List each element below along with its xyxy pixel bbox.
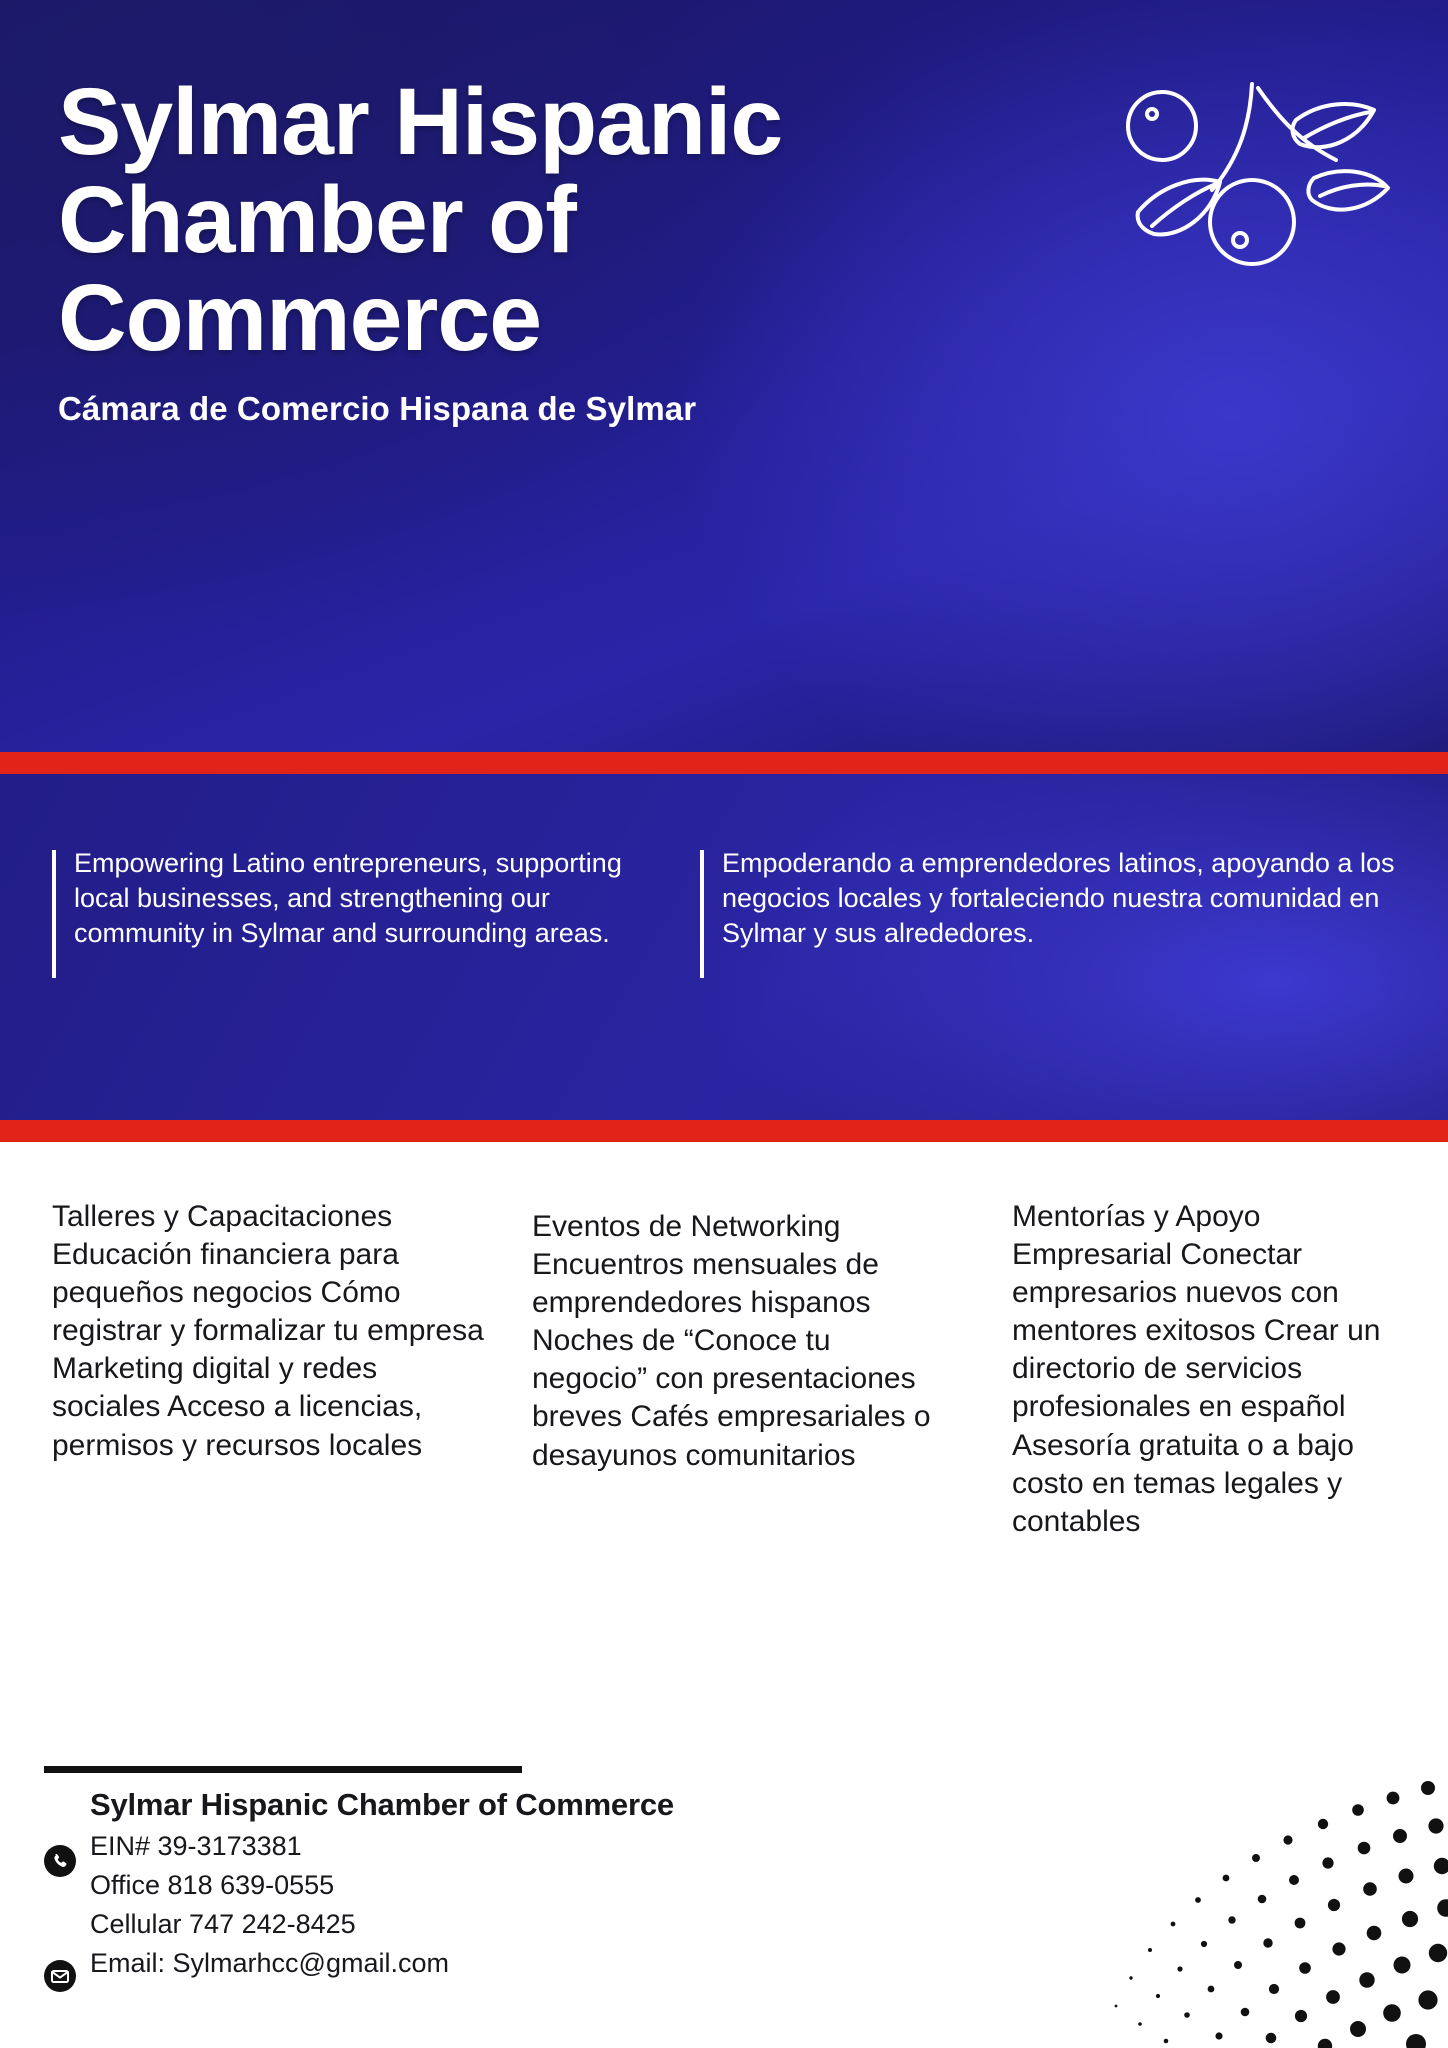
service-column-networking: Eventos de Networking Encuentros mensuales de emprendedores hispanos Noches de “Conoce tu negocio” con presentaciones breves Cafés empresariales o desayunos comunitarios — [532, 1210, 931, 1472]
mission-statement-english: Empowering Latino entrepreneurs, supporting local businesses, and strengthening our community in Sylmar and surrounding areas. — [52, 846, 684, 950]
service-column-workshops: Talleres y Capacitaciones Educación financiera para pequeños negocios Cómo registrar y formalizar tu empresa Marketing digital y redes sociales Acceso a licencias, permisos y recursos locales — [52, 1200, 484, 1462]
mission-band — [0, 774, 1448, 1120]
mission-statement-spanish: Empoderando a emprendedores latinos, apoyando a los negocios locales y fortaleciendo nuestra comunidad en Sylmar y sus alrededores. — [700, 846, 1422, 950]
divider-red-top — [0, 752, 1448, 774]
services-section — [0, 1166, 1448, 1706]
header-text-block — [58, 69, 1078, 428]
footer-email: Email: Sylmarhcc@gmail.com — [90, 1948, 449, 1979]
service-column-mentorship: Mentorías y Apoyo Empresarial Conectar empresarios nuevos con mentores exitosos Crear un directorio de servicios profesionales en español Asesoría gratuita o a bajo costo en temas legales y contables — [1012, 1200, 1381, 1538]
footer-divider — [44, 1766, 522, 1773]
page-title: Sylmar Hispanic Chamber of Commerce — [58, 69, 783, 371]
divider-red-bottom — [0, 1120, 1448, 1142]
header-banner — [0, 0, 1448, 752]
olive-branch-icon — [1100, 62, 1400, 302]
footer-contact-block — [44, 1766, 944, 1985]
footer-organization-name: Sylmar Hispanic Chamber of Commerce — [90, 1787, 674, 1822]
phone-icon — [44, 1845, 76, 1877]
envelope-icon — [44, 1960, 76, 1992]
footer-ein: EIN# 39-3173381 — [90, 1831, 302, 1861]
page-subtitle: Cámara de Comercio Hispana de Sylmar — [58, 389, 697, 427]
footer-office-phone: Office 818 639-0555 — [90, 1870, 335, 1901]
footer-cell-phone: Cellular 747 242-8425 — [90, 1909, 356, 1940]
